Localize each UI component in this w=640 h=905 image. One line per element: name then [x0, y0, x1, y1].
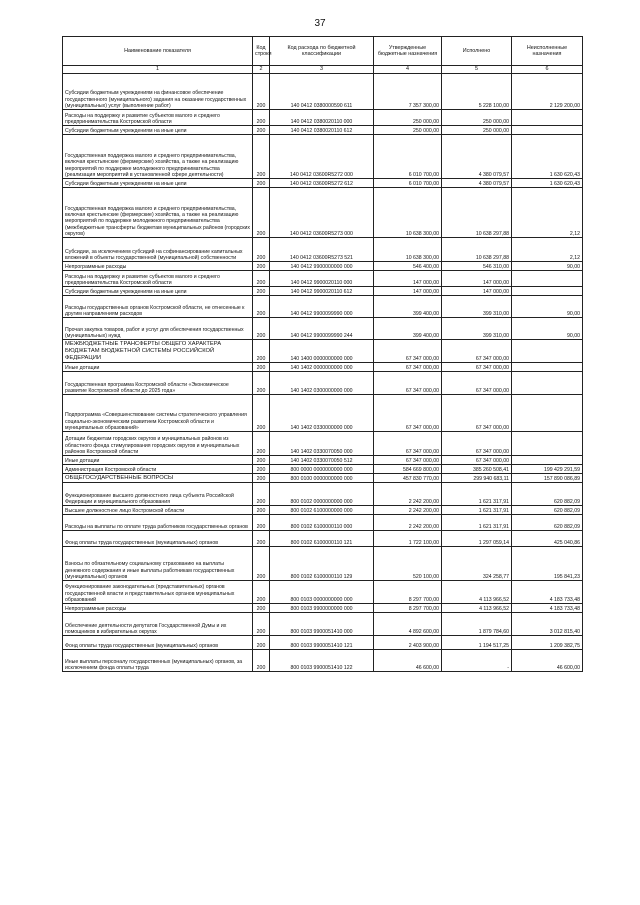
row-executed-cell: 4 380 079,57 — [442, 135, 512, 179]
row-budget-code-cell: 140 0412 9900000000 000 — [270, 262, 374, 271]
column-number: 4 — [374, 66, 442, 74]
row-remaining-cell: 46 600,00 — [512, 650, 583, 672]
row-executed-cell: - — [442, 650, 512, 672]
row-name-cell: Дотации бюджетам городских округов и муниципальных районов из областного фонда стимулирования городских округов и муниципальных районов Костромской области — [63, 432, 253, 456]
row-line-code-cell: 200 — [253, 296, 270, 318]
row-approved-cell: 67 347 000,00 — [374, 340, 442, 363]
row-approved-cell: 2 242 200,00 — [374, 506, 442, 515]
row-name-cell: Субсидии бюджетным учреждениям на финансовое обеспечение государственного (муниципального) задания на оказание государственных (муниципальных) услуг (выполнение работ) — [63, 74, 253, 110]
row-approved-cell: 8 297 700,00 — [374, 604, 442, 613]
row-line-code-cell: 200 — [253, 650, 270, 672]
row-line-code-cell: 200 — [253, 318, 270, 340]
row-line-code-cell: 200 — [253, 483, 270, 506]
row-name-cell: Администрация Костромской области — [63, 465, 253, 474]
row-line-code-cell: 200 — [253, 271, 270, 287]
row-name-cell: Иные дотации — [63, 456, 253, 465]
header-budget-code: Код расхода по бюджетной классификации — [270, 37, 374, 66]
row-budget-code-cell: 800 0102 6100000110 121 — [270, 531, 374, 547]
column-number: 3 — [270, 66, 374, 74]
table-row — [63, 318, 583, 340]
row-approved-cell: 147 000,00 — [374, 271, 442, 287]
row-executed-cell: 5 228 100,00 — [442, 74, 512, 110]
row-line-code-cell: 200 — [253, 238, 270, 262]
row-remaining-cell — [512, 432, 583, 456]
row-remaining-cell: 2,12 — [512, 188, 583, 238]
row-budget-code-cell: 140 0412 03600R5272 612 — [270, 179, 374, 188]
row-approved-cell: 250 000,00 — [374, 126, 442, 135]
row-approved-cell: 46 600,00 — [374, 650, 442, 672]
row-budget-code-cell: 800 0102 6100000110 129 — [270, 547, 374, 581]
table-row — [63, 179, 583, 188]
row-remaining-cell: 2,12 — [512, 238, 583, 262]
row-budget-code-cell: 140 0412 0380020110 000 — [270, 110, 374, 126]
row-remaining-cell — [512, 271, 583, 287]
row-approved-cell: 67 347 000,00 — [374, 456, 442, 465]
budget-execution-table — [62, 36, 583, 672]
table-row — [63, 372, 583, 395]
table-row — [63, 135, 583, 179]
row-budget-code-cell: 140 0412 9900099990 244 — [270, 318, 374, 340]
row-approved-cell: 520 100,00 — [374, 547, 442, 581]
row-remaining-cell: 1 630 620,43 — [512, 135, 583, 179]
row-line-code-cell: 200 — [253, 262, 270, 271]
row-executed-cell: 67 347 000,00 — [442, 372, 512, 395]
row-executed-cell: 399 310,00 — [442, 296, 512, 318]
row-remaining-cell: 90,00 — [512, 318, 583, 340]
row-line-code-cell: 200 — [253, 456, 270, 465]
row-budget-code-cell: 140 0412 9900099990 000 — [270, 296, 374, 318]
header-indicator-name: Наименование показателя — [63, 37, 253, 66]
row-remaining-cell — [512, 126, 583, 135]
row-approved-cell: 67 347 000,00 — [374, 363, 442, 372]
table-row — [63, 474, 583, 483]
row-budget-code-cell: 140 0412 0380000590 611 — [270, 74, 374, 110]
row-line-code-cell: 200 — [253, 604, 270, 613]
row-name-cell: Субсидии бюджетным учреждениям на иные цели — [63, 287, 253, 296]
row-line-code-cell: 200 — [253, 126, 270, 135]
table-row — [63, 432, 583, 456]
header-remaining: Неисполненные назначения — [512, 37, 583, 66]
row-remaining-cell — [512, 340, 583, 363]
row-name-cell: Государственная поддержка малого и среднего предпринимательства, включая крестьянские (фермерские) хозяйства, а также на реализацию мероприятий по поддержке молодежного предпринимательства (межбюджетные трансферты бюджетам муниципальных районов (городских округов) — [63, 188, 253, 238]
table-row — [63, 636, 583, 650]
table-row — [63, 395, 583, 432]
row-executed-cell: 10 638 297,88 — [442, 238, 512, 262]
row-executed-cell: 67 347 000,00 — [442, 363, 512, 372]
column-number: 5 — [442, 66, 512, 74]
row-name-cell: Иные дотации — [63, 363, 253, 372]
row-budget-code-cell: 800 0102 0000000000 000 — [270, 483, 374, 506]
row-budget-code-cell: 800 0103 9900000000 000 — [270, 604, 374, 613]
row-name-cell: Расходы на выплаты по оплате труда работников государственных органов — [63, 515, 253, 531]
row-line-code-cell: 200 — [253, 179, 270, 188]
row-line-code-cell: 200 — [253, 613, 270, 636]
row-executed-cell: 399 310,00 — [442, 318, 512, 340]
row-remaining-cell: 195 841,23 — [512, 547, 583, 581]
row-remaining-cell: 1 630 620,43 — [512, 179, 583, 188]
table-row — [63, 650, 583, 672]
row-remaining-cell: 620 882,09 — [512, 483, 583, 506]
row-executed-cell: 546 310,00 — [442, 262, 512, 271]
row-executed-cell: 250 000,00 — [442, 126, 512, 135]
row-line-code-cell: 200 — [253, 340, 270, 363]
row-approved-cell: 67 347 000,00 — [374, 432, 442, 456]
row-name-cell: Обеспечение деятельности депутатов Государственной Думы и их помощников в избирательных округах — [63, 613, 253, 636]
row-remaining-cell: 157 890 086,89 — [512, 474, 583, 483]
row-approved-cell: 6 010 700,00 — [374, 135, 442, 179]
row-line-code-cell: 200 — [253, 395, 270, 432]
row-approved-cell: 4 892 600,00 — [374, 613, 442, 636]
row-executed-cell: 1 194 517,25 — [442, 636, 512, 650]
column-number: 2 — [253, 66, 270, 74]
table-row — [63, 340, 583, 363]
row-budget-code-cell: 140 0412 0380020110 612 — [270, 126, 374, 135]
row-budget-code-cell: 140 1402 0330000000 000 — [270, 395, 374, 432]
row-line-code-cell: 200 — [253, 547, 270, 581]
row-approved-cell: 10 638 300,00 — [374, 238, 442, 262]
row-budget-code-cell: 800 0000 0000000000 000 — [270, 465, 374, 474]
row-executed-cell: 147 000,00 — [442, 271, 512, 287]
table-row — [63, 296, 583, 318]
row-remaining-cell: 425 040,86 — [512, 531, 583, 547]
row-executed-cell: 4 380 079,57 — [442, 179, 512, 188]
row-executed-cell: 299 940 683,11 — [442, 474, 512, 483]
row-name-cell: Государственная программа Костромской области «Экономическое развитие Костромской области до 2025 года» — [63, 372, 253, 395]
row-approved-cell: 399 400,00 — [374, 318, 442, 340]
row-name-cell: Функционирование законодательных (представительных) органов государственной власти и представительных органов муниципальных образований — [63, 581, 253, 604]
row-budget-code-cell: 140 0412 9900020110 000 — [270, 271, 374, 287]
row-budget-code-cell: 800 0100 0000000000 000 — [270, 474, 374, 483]
row-remaining-cell: 1 209 382,75 — [512, 636, 583, 650]
row-line-code-cell: 200 — [253, 287, 270, 296]
table-row — [63, 126, 583, 135]
row-approved-cell: 67 347 000,00 — [374, 372, 442, 395]
row-executed-cell: 4 113 966,52 — [442, 604, 512, 613]
table-row — [63, 483, 583, 506]
row-remaining-cell — [512, 372, 583, 395]
row-executed-cell: 324 258,77 — [442, 547, 512, 581]
row-name-cell: Подпрограмма «Совершенствование системы стратегического управления социально-экономическим развитием Костромской области и муниципальных образований» — [63, 395, 253, 432]
row-executed-cell: 1 621 317,91 — [442, 506, 512, 515]
row-name-cell: Фонд оплаты труда государственных (муниципальных) органов — [63, 531, 253, 547]
row-approved-cell: 250 000,00 — [374, 110, 442, 126]
row-remaining-cell: 199 429 291,59 — [512, 465, 583, 474]
row-remaining-cell: 90,00 — [512, 296, 583, 318]
row-executed-cell: 10 638 297,88 — [442, 188, 512, 238]
row-approved-cell: 1 722 100,00 — [374, 531, 442, 547]
row-budget-code-cell: 140 0412 9900020110 612 — [270, 287, 374, 296]
row-budget-code-cell: 800 0103 9900051410 121 — [270, 636, 374, 650]
row-name-cell: Расходы государственных органов Костромской области, не отнесенные к другим направлениям расходов — [63, 296, 253, 318]
row-name-cell: Высшее должностное лицо Костромской области — [63, 506, 253, 515]
row-budget-code-cell: 140 0412 03600R5272 000 — [270, 135, 374, 179]
row-name-cell: Непрограммные расходы — [63, 604, 253, 613]
row-line-code-cell: 200 — [253, 506, 270, 515]
row-line-code-cell: 200 — [253, 432, 270, 456]
row-name-cell: Субсидии бюджетным учреждениям на иные цели — [63, 126, 253, 135]
row-line-code-cell: 200 — [253, 636, 270, 650]
row-line-code-cell: 200 — [253, 531, 270, 547]
row-budget-code-cell: 800 0102 6100000000 000 — [270, 506, 374, 515]
row-line-code-cell: 200 — [253, 74, 270, 110]
row-approved-cell: 584 669 800,00 — [374, 465, 442, 474]
row-approved-cell: 2 403 900,00 — [374, 636, 442, 650]
row-budget-code-cell: 800 0103 9900051410 000 — [270, 613, 374, 636]
row-remaining-cell: 620 882,09 — [512, 506, 583, 515]
row-name-cell: Субсидии бюджетным учреждениям на иные цели — [63, 179, 253, 188]
row-name-cell: Прочая закупка товаров, работ и услуг для обеспечения государственных (муниципальных) нужд — [63, 318, 253, 340]
row-line-code-cell: 200 — [253, 188, 270, 238]
row-budget-code-cell: 140 0412 03600R5273 000 — [270, 188, 374, 238]
table-row — [63, 547, 583, 581]
row-remaining-cell — [512, 363, 583, 372]
row-approved-cell: 8 297 700,00 — [374, 581, 442, 604]
row-name-cell: МЕЖБЮДЖЕТНЫЕ ТРАНСФЕРТЫ ОБЩЕГО ХАРАКТЕРА БЮДЖЕТАМ БЮДЖЕТНОЙ СИСТЕМЫ РОССИЙСКОЙ ФЕДЕРАЦИИ — [63, 340, 253, 363]
table-column-number-row — [63, 66, 583, 74]
column-number: 1 — [63, 66, 253, 74]
row-remaining-cell: 4 183 733,48 — [512, 604, 583, 613]
row-line-code-cell: 200 — [253, 515, 270, 531]
row-budget-code-cell: 140 1402 0330070050 512 — [270, 456, 374, 465]
row-approved-cell: 67 347 000,00 — [374, 395, 442, 432]
table-header-row — [63, 37, 583, 66]
table-row — [63, 613, 583, 636]
row-approved-cell: 10 638 300,00 — [374, 188, 442, 238]
row-name-cell: Непрограммные расходы — [63, 262, 253, 271]
column-number: 6 — [512, 66, 583, 74]
row-remaining-cell: 4 183 733,48 — [512, 581, 583, 604]
row-budget-code-cell: 800 0102 6100000110 000 — [270, 515, 374, 531]
header-executed: Исполнено — [442, 37, 512, 66]
row-budget-code-cell: 140 1400 0000000000 000 — [270, 340, 374, 363]
row-executed-cell: 1 621 317,91 — [442, 483, 512, 506]
row-approved-cell: 546 400,00 — [374, 262, 442, 271]
row-name-cell: Взносы по обязательному социальному страхованию на выплаты денежного содержания и иные выплаты работникам государственных (муниципальных) органов — [63, 547, 253, 581]
row-name-cell: Функционирование высшего должностного лица субъекта Российской Федерации и муниципального образования — [63, 483, 253, 506]
table-row — [63, 604, 583, 613]
row-line-code-cell: 200 — [253, 581, 270, 604]
row-name-cell: Расходы на поддержку и развитие субъектов малого и среднего предпринимательства Костромской области — [63, 271, 253, 287]
row-name-cell: Расходы на поддержку и развитие субъектов малого и среднего предпринимательства Костромской области — [63, 110, 253, 126]
row-approved-cell: 457 830 770,00 — [374, 474, 442, 483]
row-remaining-cell — [512, 287, 583, 296]
row-name-cell: Государственная поддержка малого и среднего предпринимательства, включая крестьянские (фермерские) хозяйства, а также на реализацию мероприятий по поддержке молодежного предпринимательства (реализация мероприятий в установленной сфере деятельности) — [63, 135, 253, 179]
header-approved: Утвержденные бюджетные назначения — [374, 37, 442, 66]
row-approved-cell: 7 357 300,00 — [374, 74, 442, 110]
table-row — [63, 506, 583, 515]
row-executed-cell: 67 347 000,00 — [442, 340, 512, 363]
row-remaining-cell: 90,00 — [512, 262, 583, 271]
row-budget-code-cell: 140 1402 0000000000 000 — [270, 363, 374, 372]
table-row — [63, 581, 583, 604]
table-row — [63, 465, 583, 474]
row-remaining-cell — [512, 456, 583, 465]
row-executed-cell: 385 260 508,41 — [442, 465, 512, 474]
row-approved-cell: 2 242 200,00 — [374, 483, 442, 506]
row-executed-cell: 67 347 000,00 — [442, 432, 512, 456]
row-remaining-cell: 2 129 200,00 — [512, 74, 583, 110]
table-row — [63, 287, 583, 296]
row-budget-code-cell: 800 0103 0000000000 000 — [270, 581, 374, 604]
row-approved-cell: 147 000,00 — [374, 287, 442, 296]
table-row — [63, 262, 583, 271]
row-executed-cell: 4 113 966,52 — [442, 581, 512, 604]
row-approved-cell: 399 400,00 — [374, 296, 442, 318]
row-name-cell: Субсидии, за исключением субсидий на софинансирование капитальных вложений в объекты государственной (муниципальной) собственности — [63, 238, 253, 262]
row-line-code-cell: 200 — [253, 372, 270, 395]
row-executed-cell: 67 347 000,00 — [442, 395, 512, 432]
row-name-cell: Иные выплаты персоналу государственных (муниципальных) органов, за исключением фонда оплаты труда — [63, 650, 253, 672]
row-remaining-cell: 3 012 815,40 — [512, 613, 583, 636]
row-line-code-cell: 200 — [253, 135, 270, 179]
row-approved-cell: 2 242 200,00 — [374, 515, 442, 531]
row-executed-cell: 1 621 317,91 — [442, 515, 512, 531]
row-name-cell: Фонд оплаты труда государственных (муниципальных) органов — [63, 636, 253, 650]
row-remaining-cell — [512, 110, 583, 126]
row-budget-code-cell: 140 0412 03600R5273 521 — [270, 238, 374, 262]
row-executed-cell: 1 297 059,14 — [442, 531, 512, 547]
row-line-code-cell: 200 — [253, 474, 270, 483]
row-budget-code-cell: 800 0103 9900051410 122 — [270, 650, 374, 672]
table-row — [63, 456, 583, 465]
row-executed-cell: 67 347 000,00 — [442, 456, 512, 465]
row-remaining-cell: 620 882,09 — [512, 515, 583, 531]
row-executed-cell: 147 000,00 — [442, 287, 512, 296]
row-name-cell: ОБЩЕГОСУДАРСТВЕННЫЕ ВОПРОСЫ — [63, 474, 253, 483]
table-row — [63, 238, 583, 262]
row-line-code-cell: 200 — [253, 465, 270, 474]
table-row — [63, 531, 583, 547]
row-budget-code-cell: 140 1402 0330070050 000 — [270, 432, 374, 456]
page-number: 37 — [314, 18, 326, 29]
row-executed-cell: 1 879 784,60 — [442, 613, 512, 636]
table-row — [63, 188, 583, 238]
row-line-code-cell: 200 — [253, 110, 270, 126]
table-row — [63, 271, 583, 287]
row-executed-cell: 250 000,00 — [442, 110, 512, 126]
table-row — [63, 515, 583, 531]
table-row — [63, 110, 583, 126]
row-approved-cell: 6 010 700,00 — [374, 179, 442, 188]
row-budget-code-cell: 140 1402 0300000000 000 — [270, 372, 374, 395]
table-row — [63, 74, 583, 110]
row-line-code-cell: 200 — [253, 363, 270, 372]
row-remaining-cell — [512, 395, 583, 432]
header-line-code: Код строки — [253, 37, 270, 66]
table-row — [63, 363, 583, 372]
